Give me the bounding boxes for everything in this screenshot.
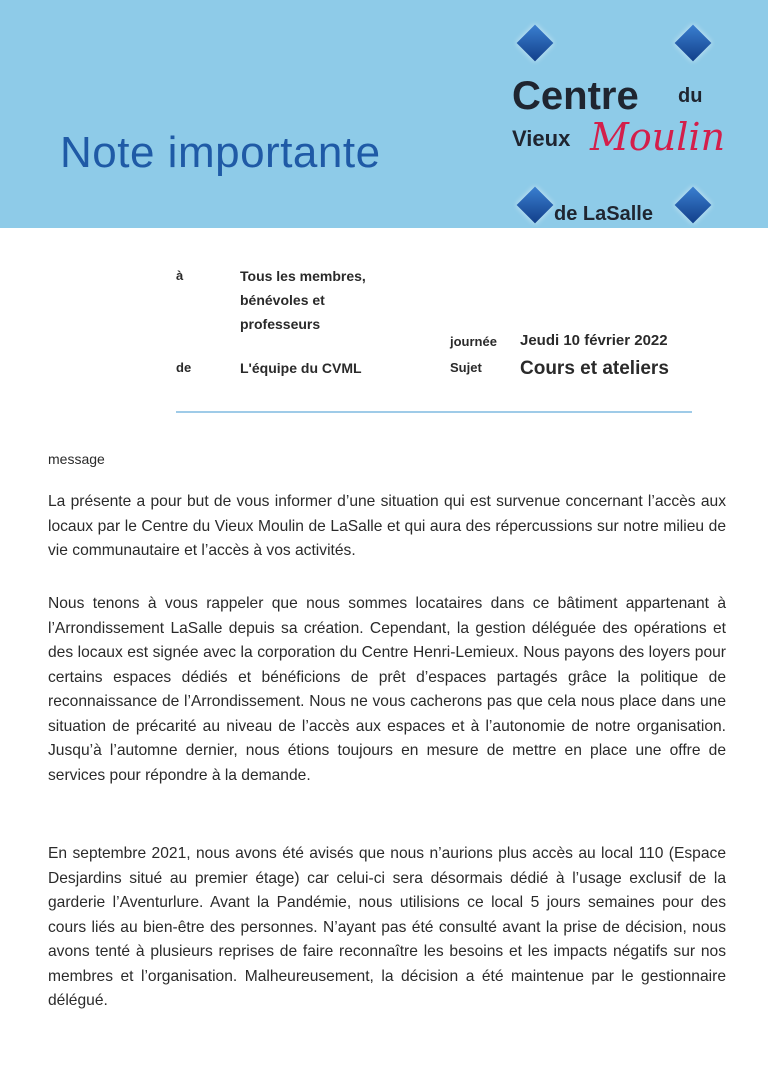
logo-diamond-icon [675, 25, 712, 62]
page-title: Note importante [60, 128, 381, 177]
logo-diamond-icon [675, 187, 712, 224]
paragraph-1: La présente a pour but de vous informer d’une situation qui est survenue concernant l’accès aux locaux par le Centre du Vieux Moulin de LaSalle et qui aura des répercussions sur notre milieu de vie communautaire et l’accès à vos activités. [48, 493, 726, 559]
logo-du-text: du [678, 85, 703, 107]
subject-value: Cours et ateliers [520, 358, 669, 379]
from-label: de [176, 360, 192, 375]
logo-diamond-icon [517, 25, 554, 62]
to-label: à [176, 268, 184, 283]
to-value: Tous les membres, bénévoles et professeurs [240, 268, 366, 332]
paragraph-2: Nous tenons à vous rappeler que nous sommes locataires dans ce bâtiment appartenant à l’Arrondissement LaSalle depuis sa création. Cependant, la gestion déléguée des opérations et des locaux est signée avec la corporation du Centre Henri-Lemieux. Nous payons des loyers pour certains espaces dédiés et bénéficions de prêt d’espaces partagés grâce la politique de reconnaissance de l’Arrondissement. Nous ne vous cacherons pas que cela nous place dans une situation de précarité au niveau de l’accès aux espaces et à l’autonomie de notre organisation. Jusqu’à l’automne dernier, nous étions toujours en mesure de mettre en place une offre de services pour répondre à la demande. [48, 595, 726, 784]
cvml-logo [500, 18, 740, 228]
date-value: Jeudi 10 février 2022 [520, 332, 668, 349]
date-label: journée [450, 334, 497, 349]
header-banner [0, 0, 768, 228]
logo-lasalle-text: de LaSalle [554, 203, 653, 225]
header-divider [176, 411, 692, 413]
message-label: message [48, 451, 105, 467]
logo-diamond-icon [517, 187, 554, 224]
from-value: L'équipe du CVML [240, 360, 362, 376]
logo-moulin-text: Moulin [590, 115, 726, 159]
logo-centre-text: Centre [512, 74, 639, 118]
paragraph-3: En septembre 2021, nous avons été avisés que nous n’aurions plus accès au local 110 (Espace Desjardins situé au premier étage) car celui-ci sera désormais dédié à l’usage exclusif de la garderie l’Aventurlure. Avant la Pandémie, nous utilisions ce local 5 jours semaines pour des cours liés au bien-être des personnes. N’ayant pas été consulté avant la prise de décision, nous avons tenté à plusieurs reprises de faire reconnaître les besoins et les impacts négatifs sur nos membres et l’organisation. Malheureusement, la décision a été maintenue par le gestionnaire délégué. [48, 845, 726, 1009]
logo-vieux-text: Vieux [512, 126, 571, 151]
subject-label: Sujet [450, 360, 482, 375]
